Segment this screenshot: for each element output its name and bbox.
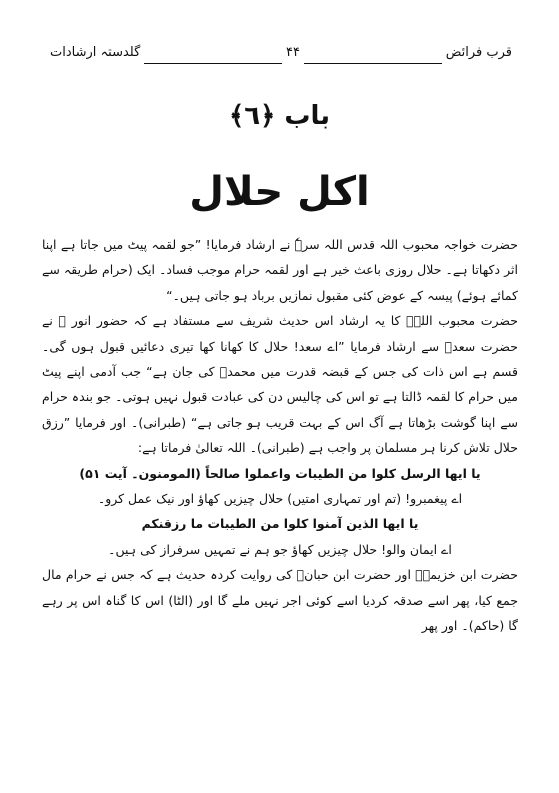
verse-2-translation: اے ایمان والو! حلال چیزیں کھاؤ جو ہم نے تمہیں سرفراز کی ہیں۔ [108, 541, 452, 557]
chapter-heading: باب ﴿٦﴾ [228, 101, 331, 131]
header-book-title: گلدستہ ارشادات [46, 45, 144, 64]
quran-verse-1: يا ايها الرسل كلوا من الطيبات واعملوا صالحاً (المومنون۔ آیت ۵۱) [79, 465, 481, 481]
paragraph-1: حضرت خواجہ محبوب اللہ قدس اللہ سرہٗ نے ارشاد فرمایا! ”جو لقمہ پیٹ میں جاتا ہے اپنا اثر دکھاتا ہے۔ حلال روزی باعث خیر ہے اور لقمہ حرام موجب فساد۔ ایک (حرام طریقہ سے کمائے ہوئے) پیسہ کے عوض کئی مقبول نمازیں برباد ہو جاتی ہیں۔“ [42, 237, 518, 303]
paragraph-2: حضرت محبوب اللہؒ کا یہ ارشاد اس حدیث شریف سے مستفاد ہے کہ حضور انور ﷺ نے حضرت سعدؓ سے ارشاد فرمایا ”اے سعد! حلال کا کھانا کھا تیری دعائیں قبول ہوں گی۔ قسم ہے اس ذات کی جس کے قبضہ قدرت میں محمدؐ کی جان ہے“ جب آدمی اپنے پیٹ میں حرام کا لقمہ ڈالتا ہے تو اس کی چالیس دن کی عبادت قبول نہیں ہوتی۔ جو بندہ حرام سے اپنا گوشت بڑھاتا ہے آگ اس کے بہت قریب ہو جاتی ہے“ (طبرانی)۔ اور فرمایا ”رزق حلال تلاش کرنا ہر مسلمان پر واجب ہے (طبرانی)۔ اللہ تعالیٰ فرماتا ہے: [42, 313, 518, 456]
quran-verse-2: يا ايها الذين آمنوا كلوا من الطيبات ما رزقنكم [141, 516, 419, 532]
running-header [46, 38, 516, 64]
verse-1-translation: اے پیغمبرو! (تم اور تمہاری امتیں) حلال چیزیں کھاؤ اور نیک عمل کرو۔ [97, 491, 463, 507]
chapter-title: اکل حلال [189, 169, 370, 215]
body-text [42, 232, 518, 639]
page-number: ۴۴ [282, 45, 304, 64]
header-section-title: قرب فرائض [442, 45, 516, 64]
paragraph-3: حضرت ابن خزیمہؒ اور حضرت ابن حبانؒ کی روایت کردہ حدیث ہے کہ جس نے حرام مال جمع کیا، پھر اسے صدقہ کردیا اسے کوئی اجر نہیں ملے گا اور (الٹا) اس کا گناہ اس پر رہے گا (حاکم)۔ اور پھر [42, 567, 518, 634]
